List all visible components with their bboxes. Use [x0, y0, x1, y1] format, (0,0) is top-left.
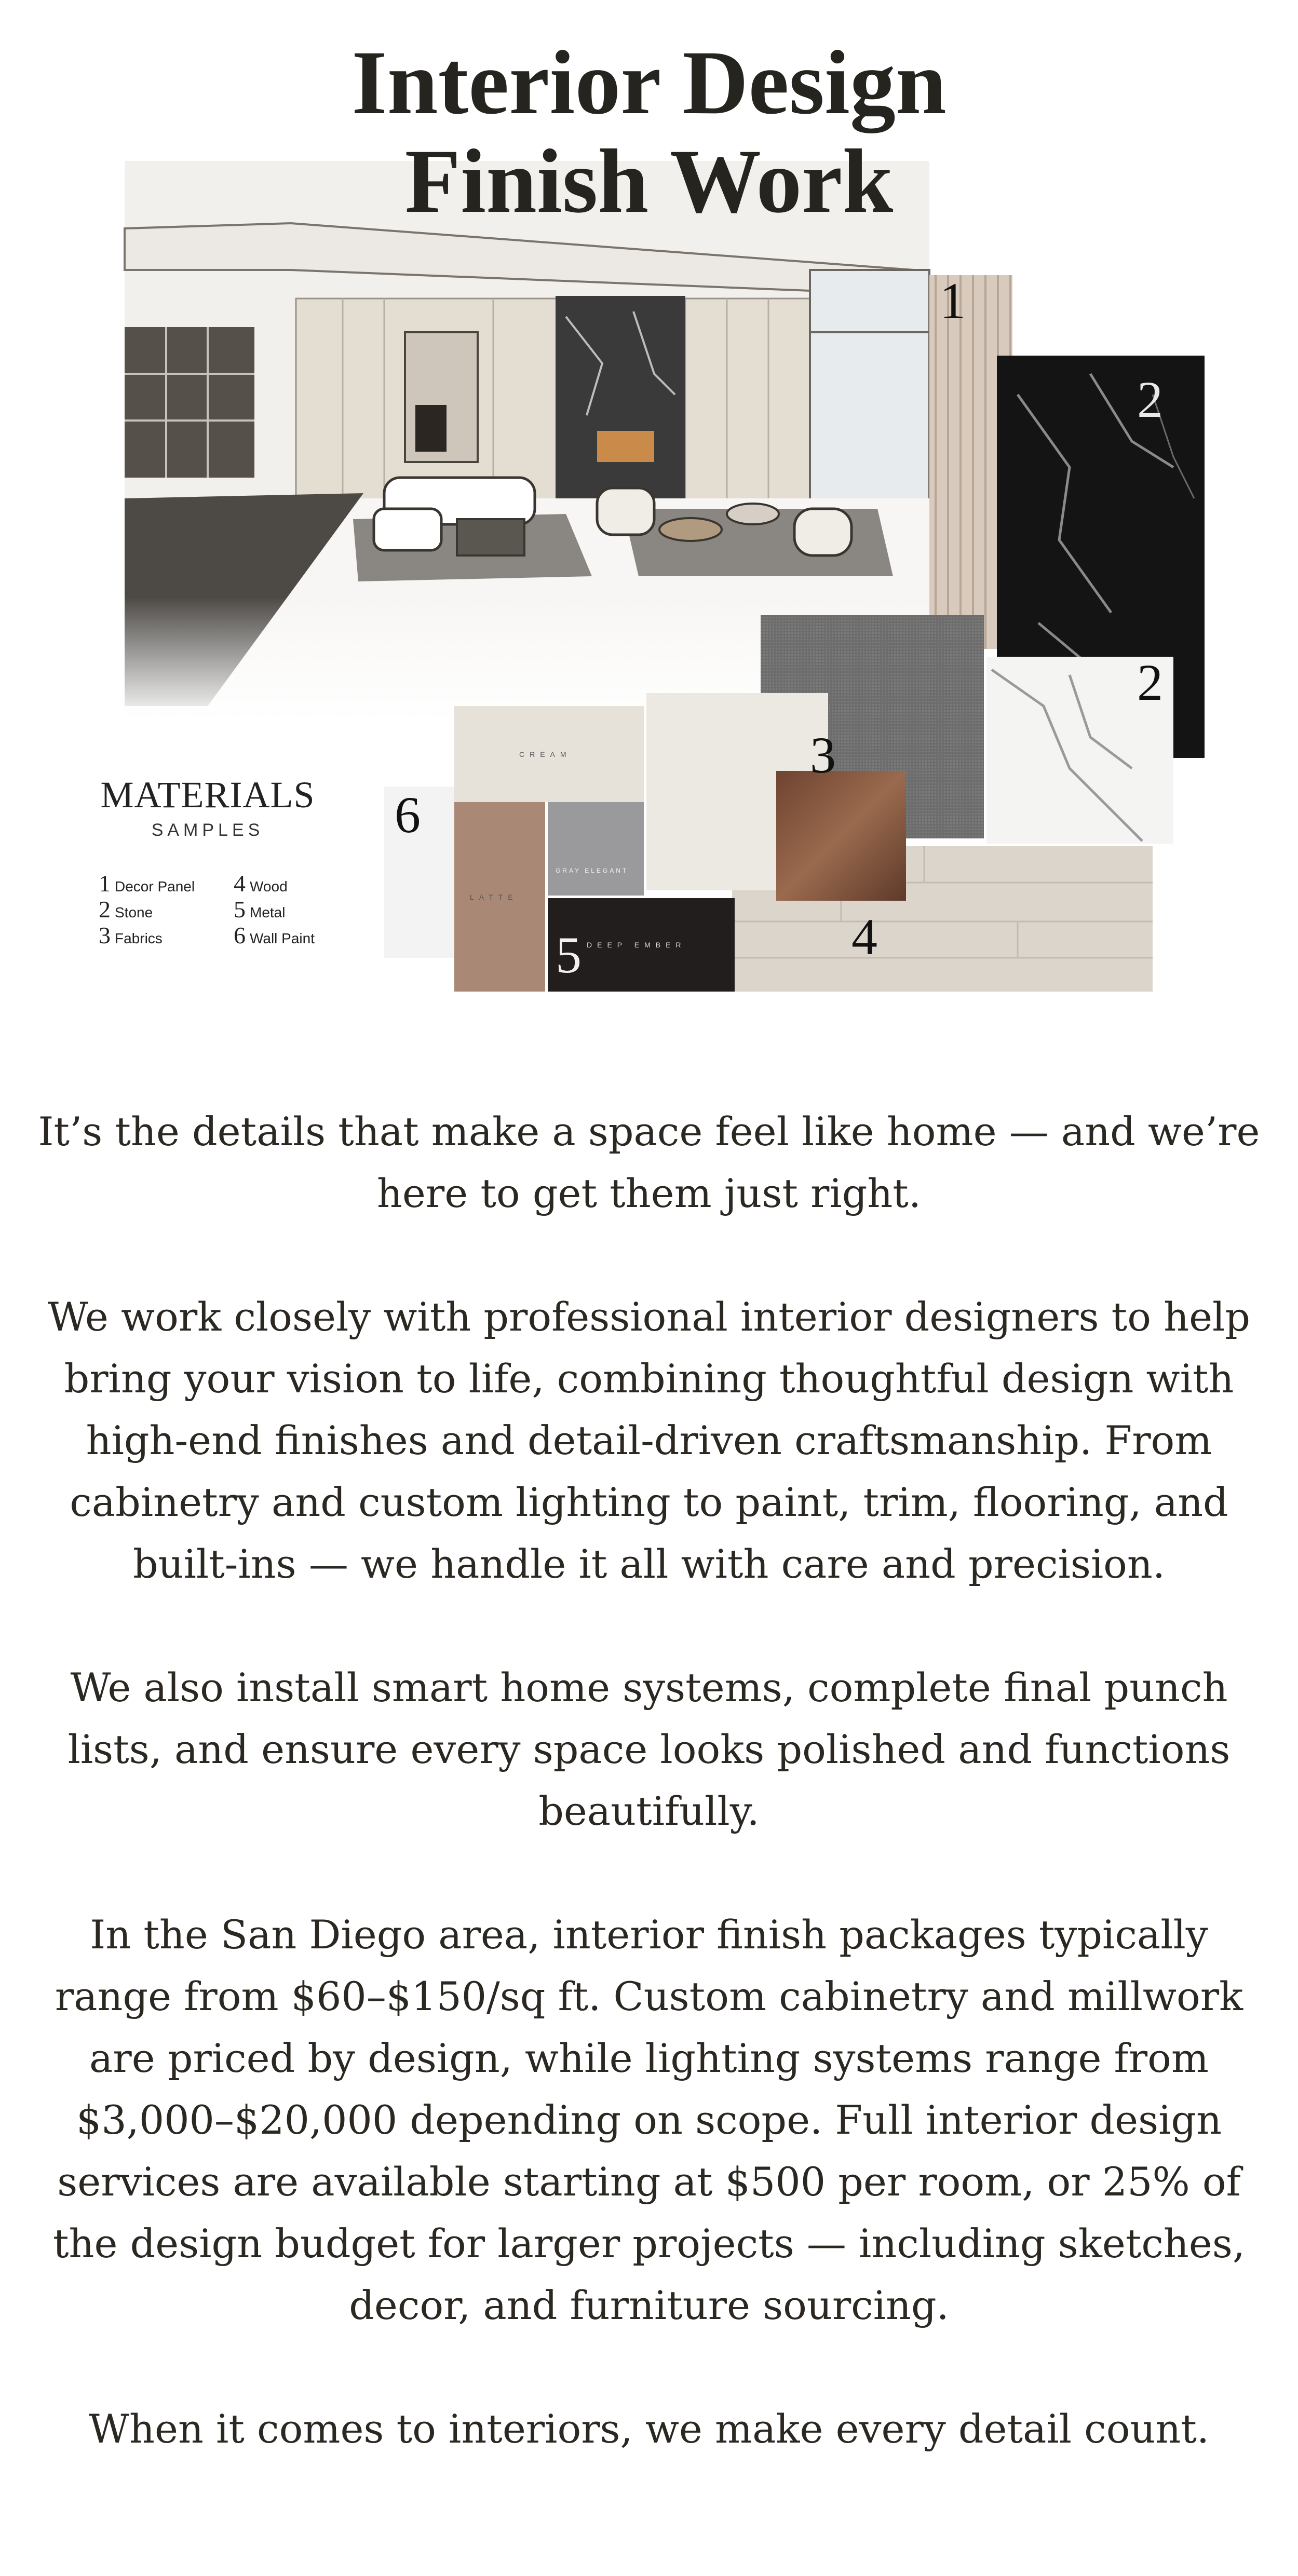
closing-paragraph: When it comes to interiors, we make every detail count. — [88, 2406, 1210, 2452]
legend-item: 5 Metal — [234, 896, 286, 923]
legend-item: 2 Stone — [99, 896, 153, 923]
title-line-2: Finish Work — [404, 131, 894, 232]
gray-chip — [548, 802, 644, 896]
cream-chip-label: CREAM — [519, 750, 572, 758]
fabric-number: 3 — [810, 726, 836, 784]
pricing-paragraph: In the San Diego area, interior finish packages typically range from $60–$150/sq ft. Custom cabinetry and millwork are priced by design, while lighting systems range from $3,000–$20,000 depending on scope. Full interior design services are available starting at $500 per room, or 25% of the design budget for larger projects — including sketches, decor, and furniture sourcing. — [52, 1911, 1246, 2328]
legend-item: 6 Wall Paint — [234, 922, 315, 948]
wood-number: 4 — [851, 908, 877, 966]
title-line-1: Interior Design — [351, 32, 947, 133]
materials-title: MATERIALS — [100, 774, 315, 816]
paint-number: 6 — [395, 786, 421, 844]
latte-chip-label: LATTE — [470, 893, 518, 901]
ember-chip-label: DEEP EMBER — [587, 941, 686, 949]
body-copy — [31, 1101, 1267, 2460]
intro-paragraph: It’s the details that make a space feel like home — and we’re here to get them just right. — [38, 1108, 1260, 1216]
leather-swatch — [776, 771, 906, 901]
metal-number: 5 — [556, 926, 582, 984]
materials-subtitle: SAMPLES — [151, 820, 264, 840]
smart-home-paragraph: We also install smart home systems, complete final punch lists, and ensure every space looks polished and functions beautifully. — [67, 1664, 1231, 1834]
legend-item: 1 Decor Panel — [99, 870, 195, 897]
legend-item: 4 Wood — [234, 870, 288, 897]
light-marble-number: 2 — [1137, 654, 1163, 711]
dark-marble-number: 2 — [1137, 371, 1163, 428]
gray-chip-label: GRAY ELEGANT — [556, 867, 629, 874]
page-title — [0, 34, 1298, 231]
panel-number: 1 — [940, 272, 966, 330]
services-paragraph: We work closely with professional interior designers to help bring your vision to life, combining thoughtful design with high-end finishes and detail-driven craftsmanship. From cabinetry and custom lighting to paint, trim, flooring, and built-ins — we handle it all with care and precision. — [47, 1294, 1251, 1587]
materials-legend — [99, 872, 369, 947]
legend-item: 3 Fabrics — [99, 922, 163, 948]
